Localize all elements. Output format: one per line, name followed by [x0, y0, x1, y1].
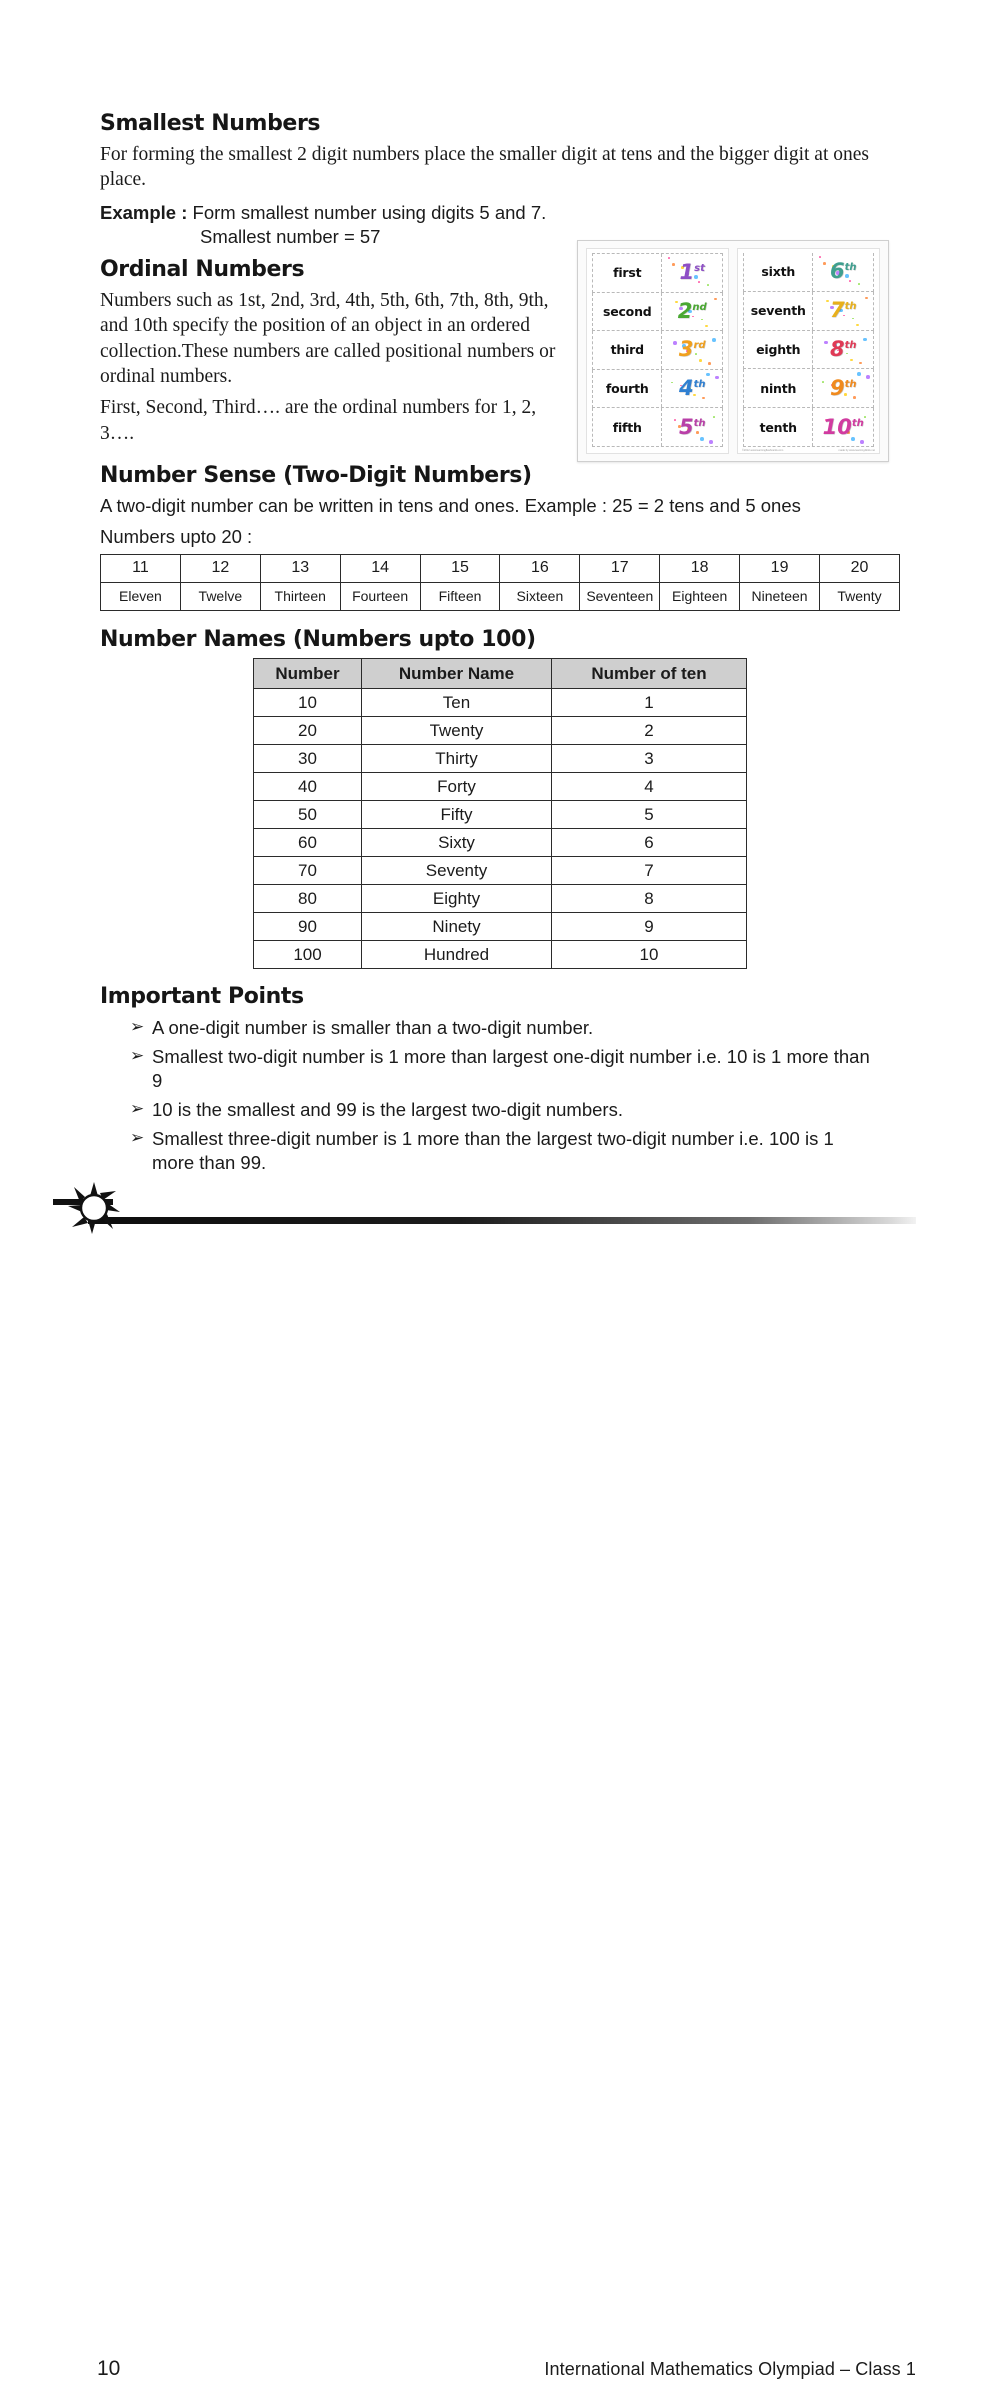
- numbers-upto-20-caption: Numbers upto 20 :: [100, 526, 253, 548]
- table-row: [254, 773, 747, 801]
- cell-number-name: Eighteen: [660, 582, 740, 610]
- list-item-text: A one-digit number is smaller than a two-digit number.: [152, 1017, 594, 1039]
- table-row-numbers: [101, 554, 900, 582]
- cell-number: 15: [420, 554, 500, 582]
- list-item: [100, 1016, 900, 1040]
- ordinal-word: tenth: [759, 419, 797, 435]
- ordinal-numeral: 7th: [829, 298, 857, 323]
- table-row: [254, 885, 747, 913]
- ordinal-suffix: th: [844, 378, 857, 390]
- list-item: [100, 1098, 900, 1122]
- cell-number-name: Fourteen: [340, 582, 420, 610]
- ordinal-suffix: rd: [693, 340, 706, 352]
- table-cell: 10: [254, 689, 362, 717]
- ordinal-word: fourth: [605, 381, 649, 397]
- cell-number-name: Fifteen: [420, 582, 500, 610]
- smallest-numbers-paragraph: For forming the smallest 2 digit numbers place the smaller digit at tens and the bigger digit at ones place.: [100, 143, 870, 190]
- cell-number-name: Thirteen: [260, 582, 340, 610]
- ordinal-word: ninth: [760, 380, 797, 396]
- ordinal-word: second: [602, 303, 652, 319]
- table-cell: 5: [552, 801, 747, 829]
- table-cell: 3: [552, 745, 747, 773]
- table-cell: 1: [552, 689, 747, 717]
- arrow-bullet-icon: ➢: [130, 1046, 145, 1066]
- ordinal-numeral: 1st: [679, 260, 705, 285]
- ordinal-word: first: [613, 265, 642, 281]
- table-cell: 90: [254, 913, 362, 941]
- cell-number-name: Twenty: [820, 582, 900, 610]
- numbers-upto-20-table: [100, 554, 900, 611]
- arrow-bullet-icon: ➢: [130, 1017, 145, 1037]
- list-item: [100, 1045, 900, 1093]
- table-row: [254, 913, 747, 941]
- table-row: [254, 745, 747, 773]
- ordinal-suffix: th: [693, 379, 706, 391]
- table-cell: 100: [254, 941, 362, 969]
- table-cell: 4: [552, 773, 747, 801]
- cell-number: 11: [101, 554, 181, 582]
- table-cell: Thirty: [362, 745, 552, 773]
- cell-number-name: Eleven: [101, 582, 181, 610]
- ordinal-numeral: 4th: [678, 376, 706, 401]
- table-cell: 30: [254, 745, 362, 773]
- ordinal-word: eighth: [756, 341, 801, 357]
- table-cell: 70: [254, 857, 362, 885]
- cell-number: 12: [180, 554, 260, 582]
- table-cell: 10: [552, 941, 747, 969]
- ordinal-numeral: 10th: [822, 414, 864, 439]
- table-row: [254, 717, 747, 745]
- cell-number: 20: [820, 554, 900, 582]
- footer-rule: [88, 1217, 916, 1224]
- cell-number-name: Nineteen: [740, 582, 820, 610]
- example-text: Form smallest number using digits 5 and 7.: [187, 202, 547, 224]
- column-header: Number of ten: [552, 659, 747, 689]
- table-cell: Twenty: [362, 717, 552, 745]
- page-footer: [0, 1168, 1000, 2380]
- table-cell: 6: [552, 829, 747, 857]
- footer-title: International Mathematics Olympiad – Class 1: [544, 2359, 916, 2379]
- smallest-numbers-example: [100, 202, 900, 224]
- cell-number: 14: [340, 554, 420, 582]
- ordinal-numeral: 8th: [829, 336, 857, 361]
- table-cell: Fifty: [362, 801, 552, 829]
- cell-number: 13: [260, 554, 340, 582]
- ordinal-suffix: th: [844, 301, 857, 313]
- table-cell: 60: [254, 829, 362, 857]
- cell-number: 17: [580, 554, 660, 582]
- figure-credit-right: made by www.learning4kids.net: [838, 449, 875, 452]
- ordinal-suffix: th: [851, 417, 864, 429]
- heading-important-points: Important Points: [100, 984, 304, 1010]
- ordinal-numeral: 5th: [678, 414, 706, 439]
- table-cell: 20: [254, 717, 362, 745]
- cell-number: 18: [660, 554, 740, 582]
- arrow-bullet-icon: ➢: [130, 1128, 145, 1148]
- cell-number: 16: [500, 554, 580, 582]
- table-cell: Ninety: [362, 913, 552, 941]
- example-label: Example :: [100, 202, 188, 224]
- ordinal-word: sixth: [761, 264, 796, 280]
- ordinal-word: fifth: [612, 419, 642, 435]
- list-item-text: Smallest three-digit number is 1 more than the largest two-digit number i.e. 100 is 1 more than 99.: [152, 1128, 834, 1174]
- table-cell: 80: [254, 885, 362, 913]
- heading-number-names: Number Names (Numbers upto 100): [100, 626, 536, 652]
- sunburst-icon: [68, 1182, 120, 1234]
- page-content: [100, 112, 900, 1180]
- table-row-names: [101, 582, 900, 610]
- column-header: Number: [254, 659, 362, 689]
- table-cell: Hundred: [362, 941, 552, 969]
- ordinal-suffix: th: [844, 339, 857, 351]
- table-cell: 40: [254, 773, 362, 801]
- ordinal-numeral: 6th: [829, 259, 857, 284]
- number-sense-paragraph: A two-digit number can be written in tens and ones. Example : 25 = 2 tens and 5 ones: [100, 494, 801, 516]
- important-points-list: [100, 1016, 900, 1175]
- table-cell: Eighty: [362, 885, 552, 913]
- cell-number-name: Twelve: [180, 582, 260, 610]
- table-cell: 50: [254, 801, 362, 829]
- ordinal-word: seventh: [750, 303, 806, 319]
- list-item-text: Smallest two-digit number is 1 more than largest one-digit number i.e. 10 is 1 more than 9: [152, 1046, 870, 1092]
- heading-smallest-numbers: Smallest Numbers: [100, 111, 321, 136]
- table-cell: Seventy: [362, 857, 552, 885]
- column-header: Number Name: [362, 659, 552, 689]
- table-cell: 8: [552, 885, 747, 913]
- ordinal-numeral: 2nd: [677, 298, 707, 323]
- heading-ordinal-numbers: Ordinal Numbers: [100, 257, 305, 283]
- table-row: [254, 829, 747, 857]
- table-header-row: [254, 659, 747, 689]
- number-names-table: [253, 658, 747, 969]
- arrow-bullet-icon: ➢: [130, 1099, 145, 1119]
- page-number: 10: [97, 2357, 121, 2380]
- ordinal-suffix: st: [694, 263, 705, 275]
- ordinal-suffix: nd: [692, 301, 707, 313]
- table-row: [254, 801, 747, 829]
- ordinal-numeral: 9th: [829, 375, 857, 400]
- table-cell: 9: [552, 913, 747, 941]
- table-row: [254, 941, 747, 969]
- heading-number-sense: Number Sense (Two-Digit Numbers): [100, 463, 532, 488]
- ordinal-word: third: [610, 342, 644, 358]
- table-cell: Ten: [362, 689, 552, 717]
- cell-number: 19: [740, 554, 820, 582]
- cell-number-name: Sixteen: [500, 582, 580, 610]
- cell-number-name: Seventeen: [580, 582, 660, 610]
- ordinal-suffix: th: [844, 262, 857, 274]
- table-row: [254, 857, 747, 885]
- ordinal-numeral: 3rd: [678, 337, 706, 362]
- ordinal-numbers-paragraph-1: Numbers such as 1st, 2nd, 3rd, 4th, 5th, 6th, 7th, 8th, 9th, and 10th specify the position of an object in an ordered collection.These numbers are called positional numbers or ordinal numbers.: [100, 289, 556, 387]
- table-cell: Forty: [362, 773, 552, 801]
- table-cell: 7: [552, 857, 747, 885]
- table-cell: 2: [552, 717, 747, 745]
- ordinal-numbers-paragraph-2: First, Second, Third…. are the ordinal numbers for 1, 2, 3….: [100, 397, 537, 444]
- table-cell: Sixty: [362, 829, 552, 857]
- list-item-text: 10 is the smallest and 99 is the largest two-digit numbers.: [152, 1099, 623, 1121]
- table-row: [254, 689, 747, 717]
- smallest-numbers-answer: Smallest number = 57: [200, 226, 381, 248]
- ordinal-suffix: th: [693, 417, 706, 429]
- figure-credit-left: ©2012 www.learningflashcards.com: [742, 449, 784, 452]
